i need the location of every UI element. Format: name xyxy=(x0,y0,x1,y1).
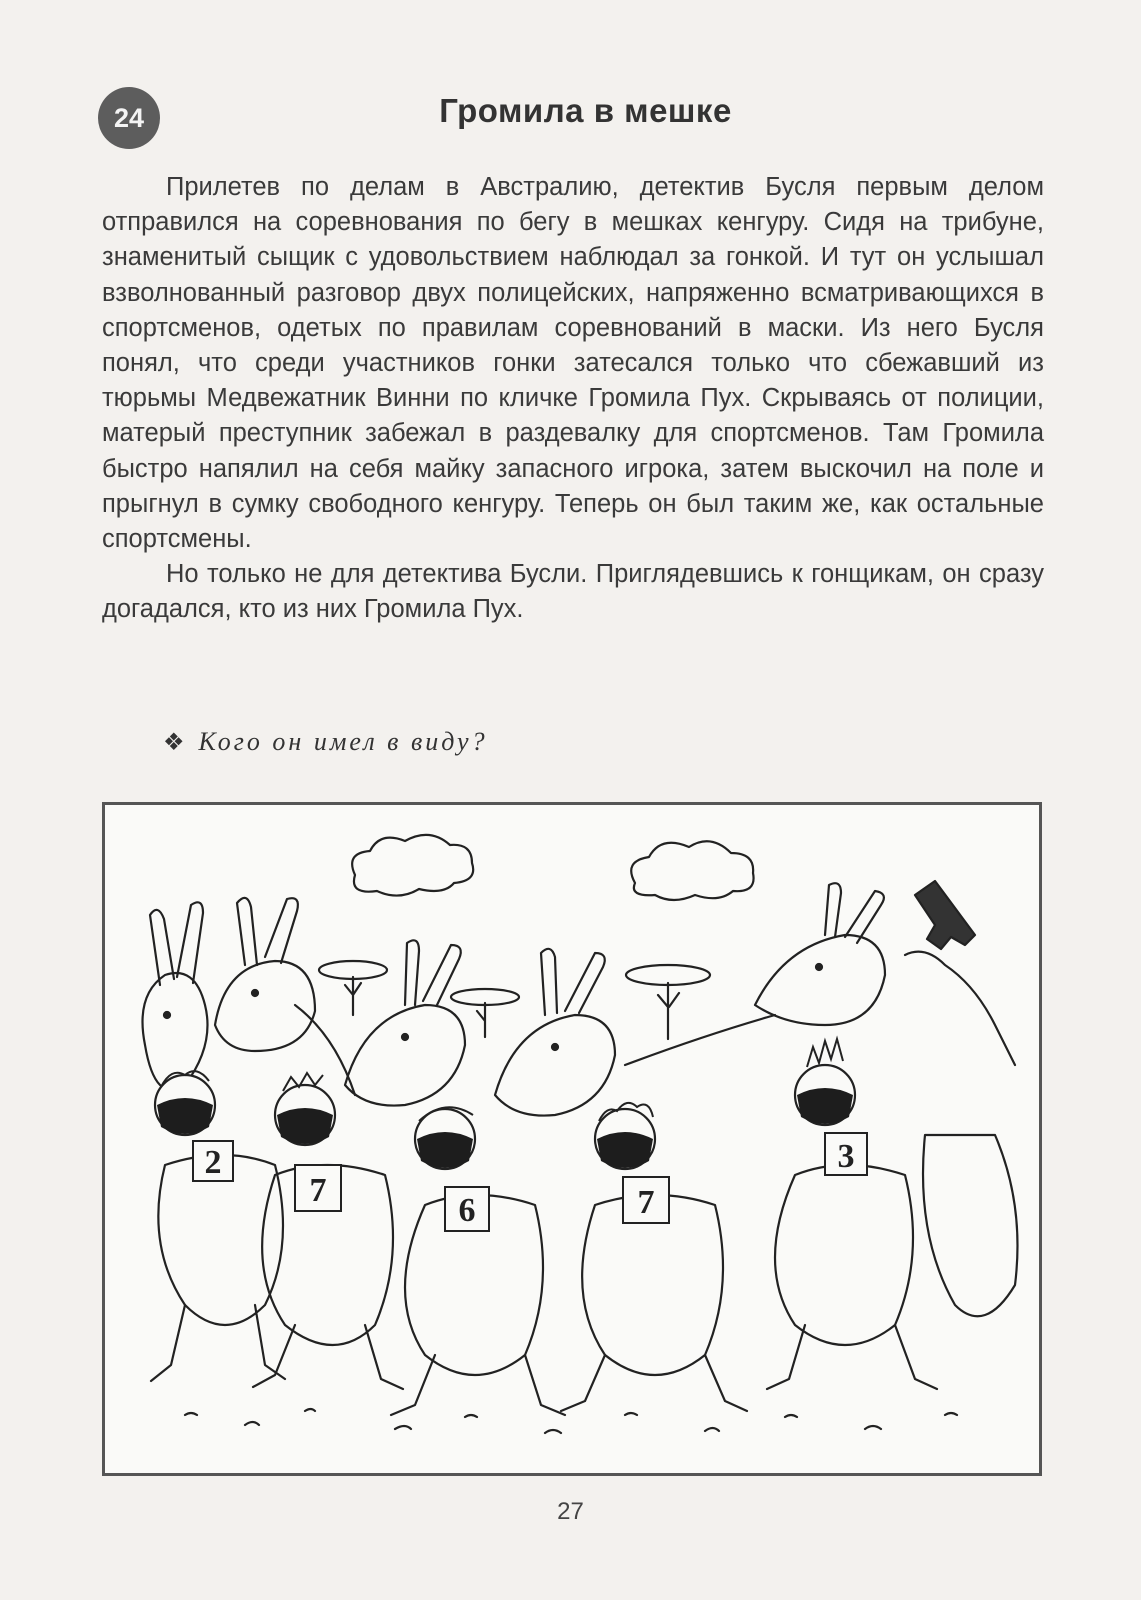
runner-5-head xyxy=(795,1039,855,1125)
tree-2 xyxy=(451,989,519,1037)
paragraph-1: Прилетев по делам в Австралию, детектив Бусля первым делом отправился на соревнования по бегу в мешках кенгуру. Сидя на трибуне, знаменитый сыщик с удовольствием наблюдал за гонкой. И тут он услышал взволнованный разговор двух полицейских, напряженно всматривающихся в спортсменов, одетых по правилам соревнований в маски. Из него Бусля понял, что среди участников гонки затесался только что сбежавший из тюрьмы Медвежатник Винни по кличке Громила Пух. Скрываясь от полиции, матерый преступник забежал в раздевалку для спортсменов. Там Громила быстро напялил на себя майку запасного игрока, затем выскочил на поле и прыгнул в сумку свободного кенгуру. Теперь он был таким же, как остальные спортсмены. xyxy=(102,173,1044,554)
tree-1 xyxy=(319,961,387,1015)
page-title: Громила в мешке xyxy=(439,92,732,129)
question-line xyxy=(163,727,488,757)
jersey-number-5: 3 xyxy=(837,1138,855,1175)
sack-5 xyxy=(775,1165,913,1345)
jersey-number-3: 6 xyxy=(458,1192,476,1229)
cloud-left xyxy=(352,835,473,896)
puzzle-number: 24 xyxy=(113,102,145,133)
illustration-drawing xyxy=(105,805,1039,1473)
question-text: Кого он имел в виду? xyxy=(198,727,488,756)
runner-2-head xyxy=(275,1073,335,1145)
runner-4-head xyxy=(595,1103,655,1169)
pistol-icon xyxy=(905,881,1015,1065)
runner-1-head xyxy=(155,1071,215,1135)
tree-3 xyxy=(626,965,710,1039)
jersey-number-1: 2 xyxy=(204,1144,222,1181)
jersey-number-2: 7 xyxy=(309,1172,327,1209)
story-text xyxy=(102,170,1044,628)
kangaroo-race-illustration xyxy=(102,802,1042,1476)
kangaroo-2 xyxy=(215,898,355,1095)
cloud-right xyxy=(631,841,753,900)
kangaroo-3 xyxy=(345,940,465,1105)
kangaroo-4 xyxy=(495,949,775,1116)
sack-6 xyxy=(923,1135,1018,1316)
kangaroo-1 xyxy=(143,902,208,1090)
jersey-number-4: 7 xyxy=(637,1184,655,1221)
runner-3-head xyxy=(415,1107,475,1169)
diamond-bullet-icon: ❖ xyxy=(163,729,185,756)
kangaroo-5 xyxy=(755,883,885,1025)
page-number: 27 xyxy=(557,1498,584,1525)
paragraph-2: Но только не для детектива Бусли. Приглядевшись к гонщикам, он сразу догадался, кто из них Громила Пух. xyxy=(102,560,1044,624)
